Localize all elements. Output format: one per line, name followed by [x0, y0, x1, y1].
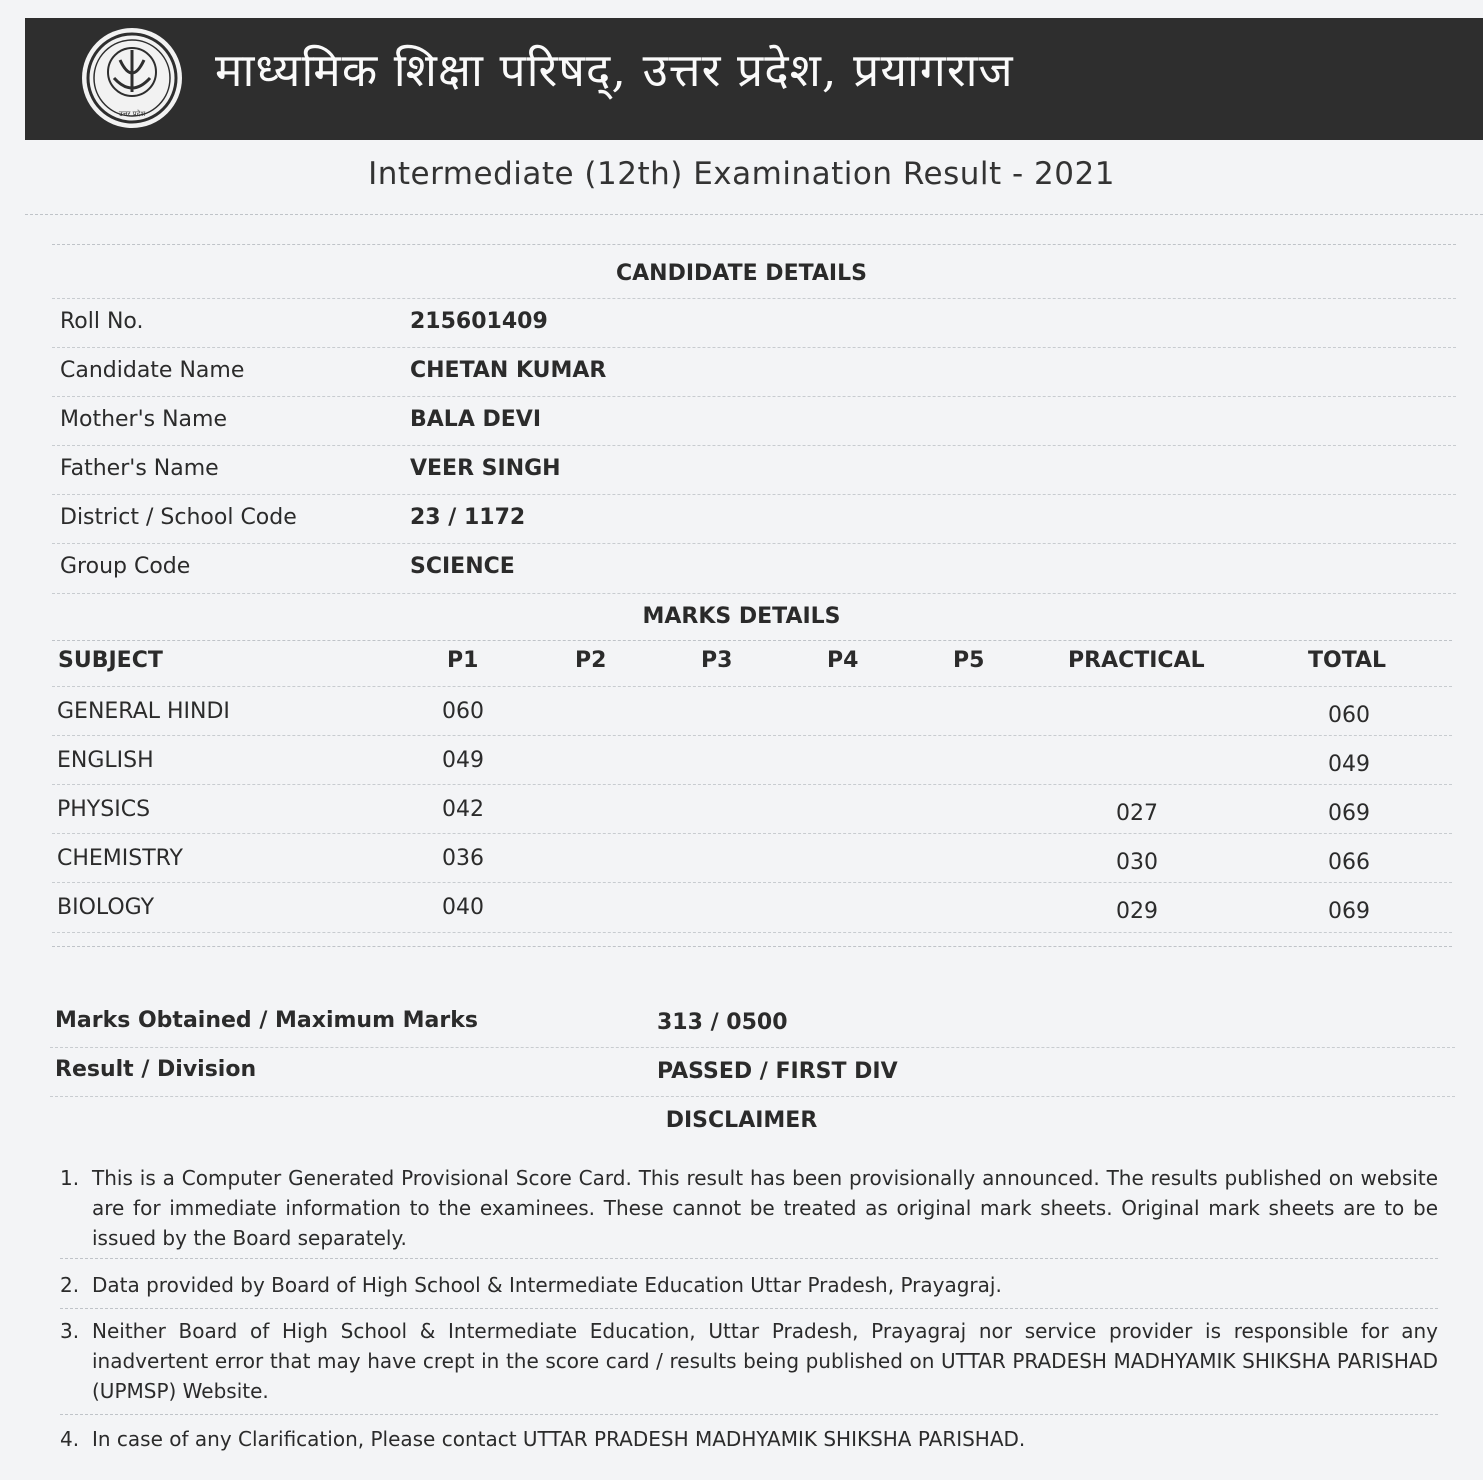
- candidate-row-name: [52, 347, 1456, 397]
- list-item: [60, 1163, 1438, 1253]
- col-p2: P2: [575, 648, 607, 673]
- practical-cell: 027: [1116, 801, 1158, 826]
- disclaimer-number: 2.: [60, 1273, 80, 1297]
- header-bar: [25, 18, 1483, 140]
- result-division-label: Result / Division: [55, 1057, 257, 1082]
- district-school-label: District / School Code: [60, 505, 297, 530]
- col-p4: P4: [827, 648, 859, 673]
- result-division-row: [50, 1047, 1455, 1097]
- candidate-row-district: [52, 494, 1456, 544]
- list-item: [60, 1316, 1438, 1406]
- subject-cell: ENGLISH: [57, 748, 154, 773]
- district-school-value: 23 / 1172: [410, 505, 526, 530]
- list-item: [60, 1424, 1438, 1454]
- exam-title: Intermediate (12th) Examination Result - 2021: [368, 156, 1115, 192]
- roll-no-label: Roll No.: [60, 309, 144, 334]
- divider: [52, 946, 1452, 947]
- table-row: [52, 833, 1452, 883]
- candidate-name-value: CHETAN KUMAR: [410, 358, 607, 383]
- group-code-label: Group Code: [60, 554, 191, 579]
- marks-summary-row: [50, 998, 1455, 1048]
- father-name-label: Father's Name: [60, 456, 219, 481]
- candidate-details-title: CANDIDATE DETAILS: [616, 261, 867, 286]
- col-p1: P1: [447, 648, 479, 673]
- divider: [60, 1258, 1438, 1259]
- practical-cell: 030: [1116, 850, 1158, 875]
- candidate-row-roll-no: [52, 298, 1456, 348]
- col-p3: P3: [701, 648, 733, 673]
- total-cell: 049: [1328, 752, 1370, 777]
- mother-name-label: Mother's Name: [60, 407, 227, 432]
- col-p5: P5: [953, 648, 985, 673]
- divider: [25, 214, 1483, 215]
- table-row: [52, 882, 1452, 933]
- disclaimer-title: DISCLAIMER: [665, 1108, 818, 1133]
- candidate-name-label: Candidate Name: [60, 358, 245, 383]
- disclaimer-number: 4.: [60, 1427, 80, 1451]
- total-cell: 069: [1328, 801, 1370, 826]
- marks-details-title: MARKS DETAILS: [642, 604, 841, 629]
- disclaimer-text: In case of any Clarification, Please contact UTTAR PRADESH MADHYAMIK SHIKSHA PARISHAD.: [92, 1427, 1026, 1451]
- practical-cell: 029: [1116, 899, 1158, 924]
- subject-cell: CHEMISTRY: [57, 846, 183, 871]
- disclaimer-text: This is a Computer Generated Provisional Score Card. This result has been provisionally announced. The results published on website are for immediate information to the examinees. These cannot be treated as original mark sheets. Original mark sheets are to be issued by the Board separately.: [92, 1166, 1438, 1250]
- subject-cell: PHYSICS: [57, 797, 151, 822]
- candidate-row-mother: [52, 396, 1456, 446]
- col-total: TOTAL: [1308, 648, 1387, 673]
- p1-cell: 049: [442, 748, 484, 773]
- candidate-row-group: [52, 543, 1456, 594]
- table-row: [52, 735, 1452, 785]
- total-cell: 060: [1328, 703, 1370, 728]
- col-subject: SUBJECT: [58, 648, 163, 673]
- result-division-value: PASSED / FIRST DIV: [657, 1059, 898, 1084]
- father-name-value: VEER SINGH: [410, 456, 561, 481]
- divider: [52, 244, 1456, 245]
- list-item: [60, 1270, 1438, 1300]
- col-practical: PRACTICAL: [1068, 648, 1205, 673]
- mother-name-value: BALA DEVI: [410, 407, 542, 432]
- group-code-value: SCIENCE: [410, 554, 515, 579]
- disclaimer-text: Neither Board of High School & Intermediate Education, Uttar Pradesh, Prayagraj nor service provider is responsible for any inadvertent error that may have crept in the score card / results being published on UTTAR PRADESH MADHYAMIK SHIKSHA PARISHAD (UPMSP) Website.: [92, 1319, 1438, 1403]
- roll-no-value: 215601409: [410, 309, 548, 334]
- upmsp-emblem-icon: [80, 26, 184, 130]
- total-cell: 066: [1328, 850, 1370, 875]
- subject-cell: BIOLOGY: [57, 895, 155, 920]
- p1-cell: 036: [442, 846, 484, 871]
- marks-obtained-value: 313 / 0500: [657, 1010, 788, 1035]
- logo-text: उत्तर प्रदेश: [118, 110, 146, 118]
- divider: [60, 1308, 1438, 1309]
- table-row: [52, 784, 1452, 834]
- divider: [60, 1414, 1438, 1415]
- board-title: माध्यमिक शिक्षा परिषद्, उत्तर प्रदेश, प्रयागराज: [215, 43, 1014, 97]
- divider: [52, 640, 1452, 641]
- disclaimer-number: 1.: [60, 1166, 80, 1190]
- p1-cell: 040: [442, 895, 484, 920]
- candidate-row-father: [52, 445, 1456, 495]
- table-row: [52, 686, 1452, 736]
- disclaimer-text: Data provided by Board of High School & Intermediate Education Uttar Pradesh, Prayagraj.: [92, 1273, 1002, 1297]
- p1-cell: 042: [442, 797, 484, 822]
- marks-obtained-label: Marks Obtained / Maximum Marks: [55, 1008, 478, 1033]
- subject-cell: GENERAL HINDI: [57, 699, 230, 724]
- disclaimer-number: 3.: [60, 1319, 80, 1343]
- p1-cell: 060: [442, 699, 484, 724]
- total-cell: 069: [1328, 899, 1370, 924]
